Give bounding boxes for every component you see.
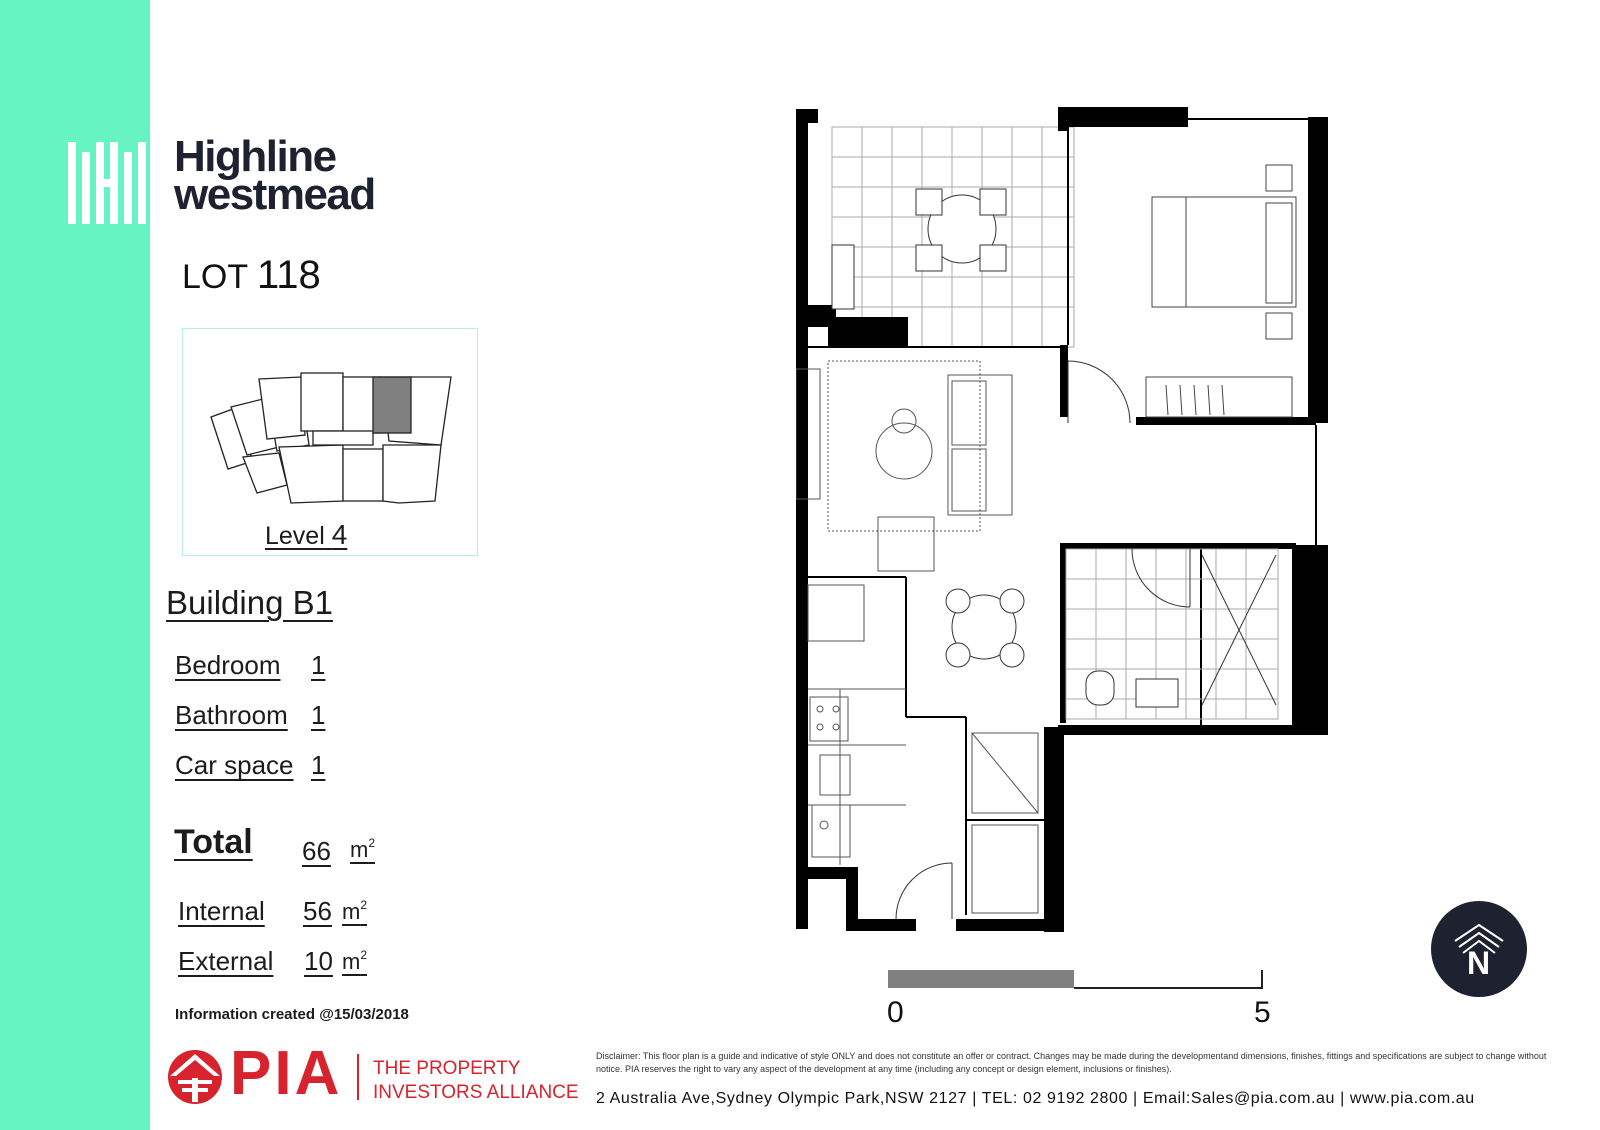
scale-bar: [888, 970, 1268, 992]
pia-name-line-2: INVESTORS ALLIANCE: [373, 1082, 579, 1103]
walls: [796, 107, 1328, 932]
highline-logo-icon: [68, 142, 150, 224]
compass-letter: N: [1467, 945, 1491, 981]
unit-m: m: [342, 949, 361, 974]
unit-m: m: [350, 837, 369, 862]
internal-area-unit: [342, 898, 367, 925]
brand-name: [174, 132, 375, 219]
pia-company-name: [373, 1057, 579, 1105]
scale-start-label: 0: [887, 996, 904, 1029]
disclaimer-text: Disclaimer: This floor plan is a guide and indicative of style ONLY and does not constitute an offer or contract. Changes may be made during the developmentand dimensions, finishes, fittings and specifications are subject to change without notice. PIA reserves the right to vary any aspect of the development at any time (including any concept or design element, inclusions or finishes).: [596, 1051, 1547, 1074]
unit-m: m: [342, 899, 361, 924]
external-area-unit: [342, 948, 367, 975]
external-area-label: External: [178, 946, 274, 976]
spec-value-bedroom: 1: [311, 650, 326, 680]
pia-house-logo-icon: [164, 1046, 226, 1104]
spec-label-bedroom: Bedroom: [175, 650, 281, 680]
balcony-table-icon: [832, 189, 1006, 309]
info-created-date: Information created @15/03/2018: [175, 1006, 409, 1023]
lot-label: LOT: [182, 258, 248, 296]
brand-line-1: Highline: [174, 132, 336, 181]
dining-table-icon: [946, 589, 1024, 667]
bathroom-fixtures-icon: [1086, 555, 1276, 707]
unit-exponent: 2: [360, 898, 368, 912]
external-area-value: 10: [304, 946, 333, 976]
level-label: [265, 519, 347, 551]
pia-divider: [357, 1054, 359, 1100]
entry-door-icon: [896, 863, 952, 919]
scale-end-label: 5: [1254, 996, 1271, 1029]
laundry-icon: [972, 733, 1038, 913]
internal-area-value: 56: [303, 896, 332, 926]
spec-label-bathroom: Bathroom: [175, 700, 288, 730]
keyplan-drawing: [183, 329, 479, 519]
bed-icon: [1146, 165, 1296, 417]
total-area-value: 66: [302, 836, 331, 866]
keyplan-box: [182, 328, 478, 556]
floor-plan: [796, 105, 1356, 965]
footer-contact-line: 2 Australia Ave,Sydney Olympic Park,NSW 2127 | TEL: 02 9192 2800 | Email:Sales@pia.com.au | www.pia.com.au: [596, 1090, 1475, 1107]
spec-value-car-space: 1: [311, 750, 326, 780]
level-text: Level: [265, 522, 325, 550]
unit-exponent: 2: [368, 836, 376, 850]
pia-name-line-1: THE PROPERTY: [373, 1058, 521, 1079]
living-furniture-icon: [796, 361, 1012, 571]
internal-area-label: Internal: [178, 896, 265, 926]
unit-exponent: 2: [360, 948, 368, 962]
kitchen-icon: [808, 585, 906, 865]
lot-number: 118: [256, 253, 321, 297]
bathroom-door-icon: [1132, 549, 1190, 607]
total-area-unit: [350, 836, 375, 863]
building-heading: Building B1: [166, 584, 333, 621]
brand-line-2: westmead: [174, 170, 375, 219]
lot-heading: [182, 253, 321, 298]
total-area-label: Total: [174, 823, 253, 861]
bedroom-door-icon: [1068, 361, 1130, 423]
spec-value-bathroom: 1: [311, 700, 326, 730]
pia-acronym: PIA: [230, 1039, 343, 1108]
level-number: 4: [331, 519, 348, 550]
north-compass-icon: [1431, 901, 1527, 997]
spec-label-car-space: Car space: [175, 750, 294, 780]
